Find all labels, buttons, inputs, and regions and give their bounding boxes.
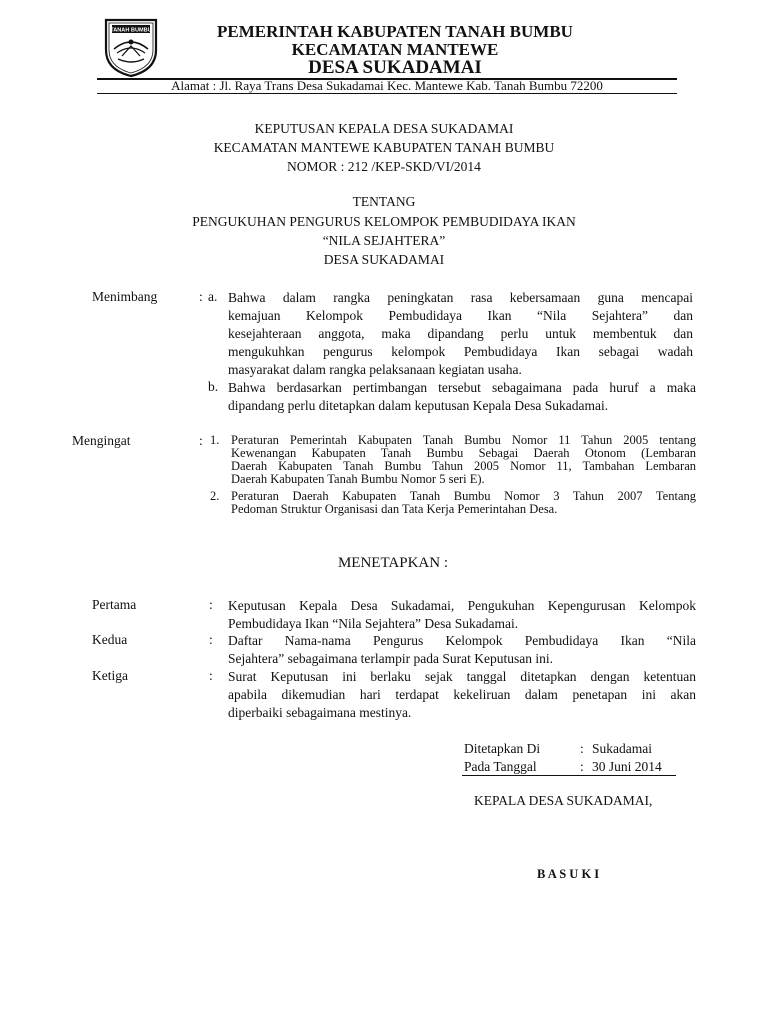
text-line: Keputusan Kepala Desa Sukadamai, Pengukuhan Kepengurusan Kelompok [228, 598, 696, 613]
decree-subtitle: KECAMATAN MANTEWE KABUPATEN TANAH BUMBU [213, 140, 555, 155]
text-line: mengukuhkan pengurus kelompok Pembudidaya Ikan sebagai wadah [228, 344, 693, 359]
menimbang-label: Menimbang [92, 289, 158, 304]
text-line: Sejahtera” sebagaimana terlampir pada Surat Keputusan ini. [228, 651, 554, 666]
mengingat-colon: : [199, 433, 203, 448]
text-line: masyarakat dalam rangka pelaksanaan kegiatan usaha. [228, 362, 522, 377]
text-line: apabila dikemudian hari terdapat kekeliruan dalam penetapan ini akan [228, 687, 696, 702]
decision-text-pertama [228, 597, 696, 633]
decision-colon: : [209, 668, 213, 683]
signatory-position: KEPALA DESA SUKADAMAI, [474, 793, 653, 808]
decision-colon: : [209, 597, 213, 612]
decision-text-kedua [228, 632, 696, 668]
menimbang-point-a [228, 289, 693, 379]
place-label: Ditetapkan Di [464, 741, 541, 756]
text-line: Pembudidaya Ikan “Nila Sejahtera” Desa Sukadamai. [228, 616, 519, 631]
decision-label-kedua: Kedua [92, 632, 128, 647]
decree-number: NOMOR : 212 /KEP-SKD/VI/2014 [287, 159, 481, 174]
letterhead-government: PEMERINTAH KABUPATEN TANAH BUMBU [217, 22, 573, 41]
letterhead-village: DESA SUKADAMAI [308, 57, 482, 78]
decree-subject-village: DESA SUKADAMAI [323, 252, 445, 267]
text-line: Surat Keputusan ini berlaku sejak tanggal ditetapkan dengan ketentuan [228, 669, 696, 684]
letterhead-divider-thin [97, 93, 677, 94]
menimbang-point-b [228, 379, 696, 415]
mengingat-marker-2: 2. [210, 489, 220, 503]
text-line: Bahwa dalam rangka peningkatan rasa kebersamaan guna mencapai [228, 290, 693, 305]
text-line: Bahwa berdasarkan pertimbangan tersebut sebagaimana pada huruf a maka [228, 380, 696, 395]
text-line: Pedoman Struktur Organisasi dan Tata Kerja Pemerintahan Desa. [231, 502, 558, 516]
menimbang-marker-a: a. [208, 289, 218, 304]
mengingat-point-2 [231, 490, 696, 516]
decision-text-ketiga [228, 668, 696, 722]
text-line: Peraturan Daerah Kabupaten Tanah Bumbu Nomor 3 Tahun 2007 Tentang [231, 489, 696, 503]
signatory-name: B A S U K I [537, 867, 600, 881]
text-line: Daftar Nama-nama Pengurus Kelompok Pembudidaya Ikan “Nila [228, 633, 696, 648]
decision-colon: : [209, 632, 213, 647]
regency-emblem-logo [100, 16, 162, 78]
decision-label-ketiga: Ketiga [92, 668, 128, 683]
decision-label-pertama: Pertama [92, 597, 137, 612]
text-line: diperbaiki sebagaimana mestinya. [228, 705, 412, 720]
text-line: kesejahteraan anggota, maka dipandang perlu untuk membentuk dan [228, 326, 693, 341]
text-line: dipandang perlu ditetapkan dalam keputusan Kepala Desa Sukadamai. [228, 398, 609, 413]
mengingat-label: Mengingat [72, 433, 131, 448]
decree-about-heading: TENTANG [352, 194, 416, 209]
menimbang-marker-b: b. [208, 379, 219, 394]
place-value: Sukadamai [592, 741, 652, 756]
letterhead-district: KECAMATAN MANTEWE [291, 40, 499, 59]
decree-subject-group: “NILA SEJAHTERA” [322, 233, 446, 248]
decree-title: KEPUTUSAN KEPALA DESA SUKADAMAI [254, 121, 514, 136]
text-line: Daerah Kabupaten Tanah Bumbu Nomor 5 seri E). [231, 472, 485, 486]
text-line: Daerah Kabupaten Tanah Bumbu Tahun 2005 Nomor 11, Tambahan Lembaran [231, 459, 696, 473]
logo-text: TANAH BUMBU [110, 27, 152, 34]
text-line: Peraturan Pemerintah Kabupaten Tanah Bumbu Nomor 11 Tahun 2005 tentang [231, 433, 696, 447]
menetapkan-heading: MENETAPKAN : [337, 555, 449, 571]
place-colon: : [580, 741, 584, 756]
date-colon: : [580, 759, 584, 774]
date-label: Pada Tanggal [464, 759, 537, 774]
text-line: kemajuan Kelompok Pembudidaya Ikan “Nila Sejahtera” dan [228, 308, 693, 323]
decree-subject: PENGUKUHAN PENGURUS KELOMPOK PEMBUDIDAYA IKAN [192, 214, 576, 229]
mengingat-point-1 [231, 434, 696, 486]
menimbang-colon: : [199, 289, 203, 304]
letterhead-address: Alamat : Jl. Raya Trans Desa Sukadamai Kec. Mantewe Kab. Tanah Bumbu 72200 [171, 78, 603, 93]
signature-divider [462, 775, 676, 776]
text-line: Kewenangan Kabupaten Tanah Bumbu Sebagai Daerah Otonom (Lembaran [231, 446, 696, 460]
date-value: 30 Juni 2014 [592, 759, 662, 774]
mengingat-marker-1: 1. [210, 433, 220, 447]
